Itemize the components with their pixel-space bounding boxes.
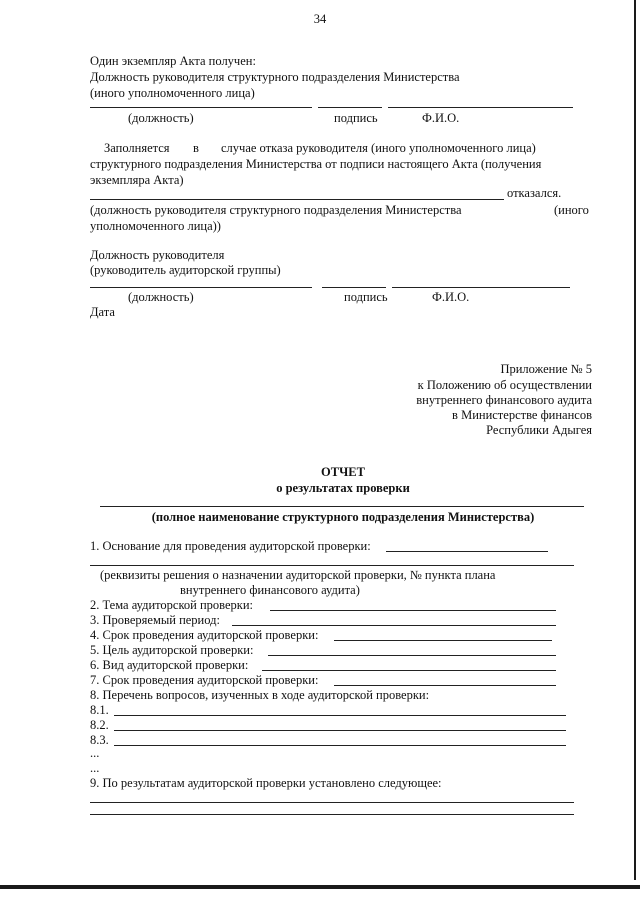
item-3: 3. Проверяемый период:	[90, 613, 220, 627]
refusal-underline	[90, 199, 504, 200]
item-1-full-underline	[90, 565, 574, 566]
signature-underline	[318, 107, 382, 108]
refused-text: отказался.	[507, 186, 562, 200]
appendix-line-3: внутреннего финансового аудита	[416, 393, 592, 407]
item-8-3-underline	[114, 745, 566, 746]
refusal-caption-1-end: (иного	[554, 203, 589, 217]
refusal-word-2: в	[193, 141, 199, 155]
refusal-caption-1: (должность руководителя структурного подразделения Министерства	[90, 203, 462, 217]
item-5-underline	[268, 655, 556, 656]
item-8-2: 8.2.	[90, 718, 109, 732]
item-8-2-underline	[114, 730, 566, 731]
appendix-line-4: в Министерстве финансов	[452, 408, 592, 422]
item-8-1: 8.1.	[90, 703, 109, 717]
name-underline	[388, 107, 573, 108]
auditor-caption-name: Ф.И.О.	[432, 290, 470, 304]
item-8: 8. Перечень вопросов, изученных в ходе аудиторской проверки:	[90, 688, 430, 702]
ellipsis-1: ...	[90, 746, 100, 760]
item-4-underline	[334, 640, 552, 641]
item-7: 7. Срок проведения аудиторской проверки:	[90, 673, 319, 687]
unit-underline	[100, 506, 584, 507]
report-subtitle: о результатах проверки	[276, 481, 410, 495]
appendix-line-1: Приложение № 5	[500, 362, 592, 376]
item-9-underline-1	[90, 802, 574, 803]
appendix-line-2: к Положению об осуществлении	[417, 378, 592, 392]
item-1: 1. Основание для проведения аудиторской проверки:	[90, 539, 371, 553]
item-2: 2. Тема аудиторской проверки:	[90, 598, 254, 612]
caption-signature: подпись	[334, 111, 378, 125]
refusal-line-3: экземпляра Акта)	[90, 173, 184, 187]
item-4: 4. Срок проведения аудиторской проверки:	[90, 628, 319, 642]
appendix-line-5: Республики Адыгея	[486, 423, 592, 437]
position-underline	[90, 107, 312, 108]
item-8-1-underline	[114, 715, 566, 716]
auditor-caption-signature: подпись	[344, 290, 388, 304]
auditor-line-2: (руководитель аудиторской группы)	[90, 263, 281, 277]
item-1-underline	[386, 551, 548, 552]
item-3-underline	[232, 625, 556, 626]
auditor-signature-underline	[322, 287, 386, 288]
item-6: 6. Вид аудиторской проверки:	[90, 658, 249, 672]
refusal-line-2: структурного подразделения Министерства от подписи настоящего Акта (получения	[90, 157, 542, 171]
item-1-caption-2: внутреннего финансового аудита)	[180, 583, 360, 597]
item-8-3: 8.3.	[90, 733, 109, 747]
refusal-line-1-rest: случае отказа руководителя (иного уполномоченного лица)	[221, 141, 536, 155]
item-2-underline	[270, 610, 556, 611]
refusal-caption-2: уполномоченного лица))	[90, 219, 221, 233]
auditor-name-underline	[392, 287, 570, 288]
receipt-line-1: Один экземпляр Акта получен:	[90, 54, 256, 68]
ellipsis-2: ...	[90, 761, 100, 775]
auditor-position-underline	[90, 287, 312, 288]
receipt-line-2: Должность руководителя структурного подразделения Министерства	[90, 70, 460, 84]
date-label: Дата	[90, 305, 115, 319]
item-9-underline-2	[90, 814, 574, 815]
page-number: 34	[313, 12, 327, 26]
auditor-caption-position: (должность)	[128, 290, 194, 304]
item-6-underline	[262, 670, 556, 671]
caption-position: (должность)	[128, 111, 194, 125]
caption-name: Ф.И.О.	[422, 111, 460, 125]
refusal-word-1: Заполняется	[104, 141, 170, 155]
report-title: ОТЧЕТ	[321, 465, 365, 479]
receipt-line-3: (иного уполномоченного лица)	[90, 86, 255, 100]
item-7-underline	[334, 685, 556, 686]
auditor-line-1: Должность руководителя	[90, 248, 225, 262]
unit-caption: (полное наименование структурного подразделения Министерства)	[151, 510, 535, 524]
scan-edge-right	[634, 0, 636, 880]
scan-edge-bottom	[0, 885, 640, 889]
item-5: 5. Цель аудиторской проверки:	[90, 643, 254, 657]
item-9: 9. По результатам аудиторской проверки установлено следующее:	[90, 776, 442, 790]
item-1-caption-1: (реквизиты решения о назначении аудиторской проверки, № пункта плана	[100, 568, 496, 582]
